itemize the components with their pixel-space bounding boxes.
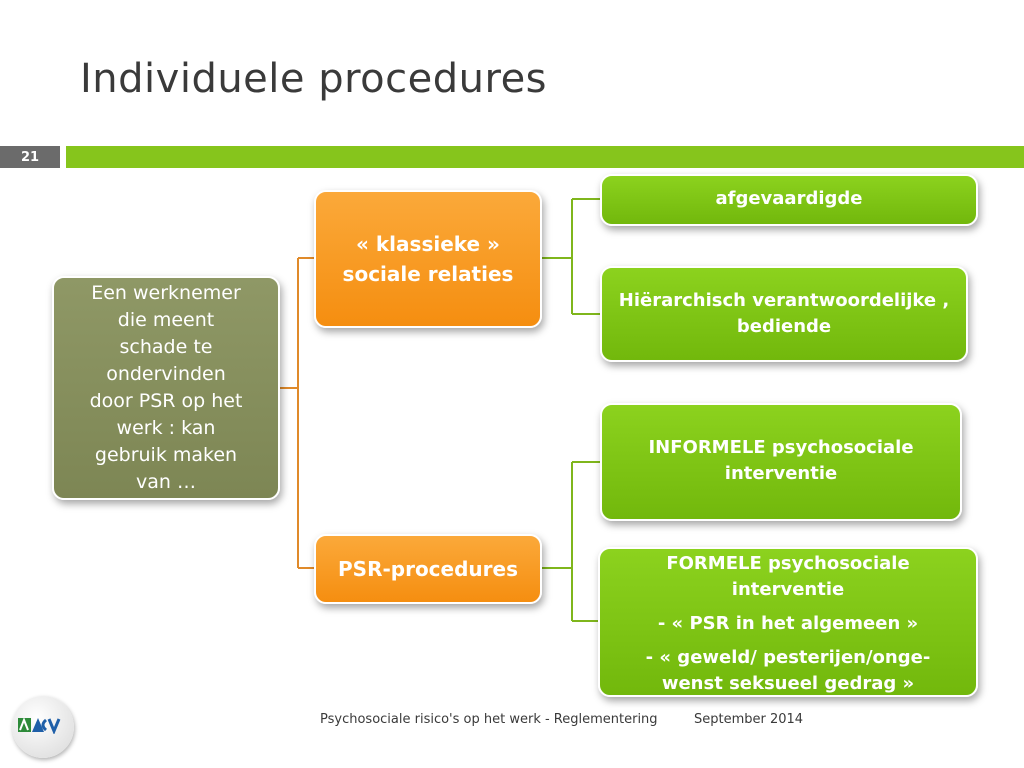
- root-line: werk : kan: [116, 417, 216, 439]
- leaf-formele-box: [598, 547, 978, 697]
- root-line: ondervinden: [106, 363, 226, 385]
- leaf-hierarchisch-box: [600, 266, 968, 362]
- leaf-afgevaardigde-box: [600, 174, 978, 226]
- leaf-formele-line: - « PSR in het algemeen »: [657, 613, 919, 634]
- footer-date: September 2014: [694, 712, 804, 727]
- leaf-formele-line: - « geweld/ pesterijen/onge-: [645, 647, 931, 668]
- footer-subject: Psychosociale risico's op het werk - Reglementering: [320, 712, 658, 727]
- leaf-hierarchisch-line: bediende: [736, 316, 832, 337]
- leaf-hierarchisch-line: Hiërarchisch verantwoordelijke ,: [618, 290, 950, 311]
- acv-logo-icon: [18, 716, 68, 734]
- root-box: [52, 276, 280, 500]
- branch-psr-line: PSR-procedures: [338, 557, 518, 581]
- root-line: die meent: [117, 309, 215, 331]
- root-line: schade te: [119, 336, 213, 358]
- branch-classic-line: sociale relaties: [342, 262, 514, 286]
- branch-classic-line: « klassieke »: [356, 232, 500, 256]
- leaf-formele-line: FORMELE psychosociale: [666, 553, 910, 574]
- leaf-informele-line: interventie: [724, 463, 838, 484]
- leaf-informele-line: INFORMELE psychosociale: [648, 437, 914, 458]
- slide-number: 21: [0, 146, 60, 168]
- connector-psr: [540, 462, 602, 621]
- acv-logo: [12, 696, 74, 758]
- root-line: gebruik maken: [94, 444, 238, 466]
- root-line: Een werknemer: [91, 282, 241, 304]
- branch-psr-box: [314, 534, 542, 604]
- leaf-formele-line: wenst seksueel gedrag »: [661, 673, 915, 694]
- root-line: van …: [136, 471, 196, 493]
- branch-classic-box: [314, 190, 542, 328]
- leaf-afgevaardigde-line: afgevaardigde: [715, 188, 863, 209]
- leaf-formele-line: interventie: [731, 579, 845, 600]
- connector-classic: [540, 199, 602, 314]
- slide-title: Individuele procedures: [80, 56, 548, 102]
- connector-root: [280, 258, 316, 568]
- leaf-informele-box: [600, 403, 962, 521]
- root-line: door PSR op het: [89, 390, 243, 412]
